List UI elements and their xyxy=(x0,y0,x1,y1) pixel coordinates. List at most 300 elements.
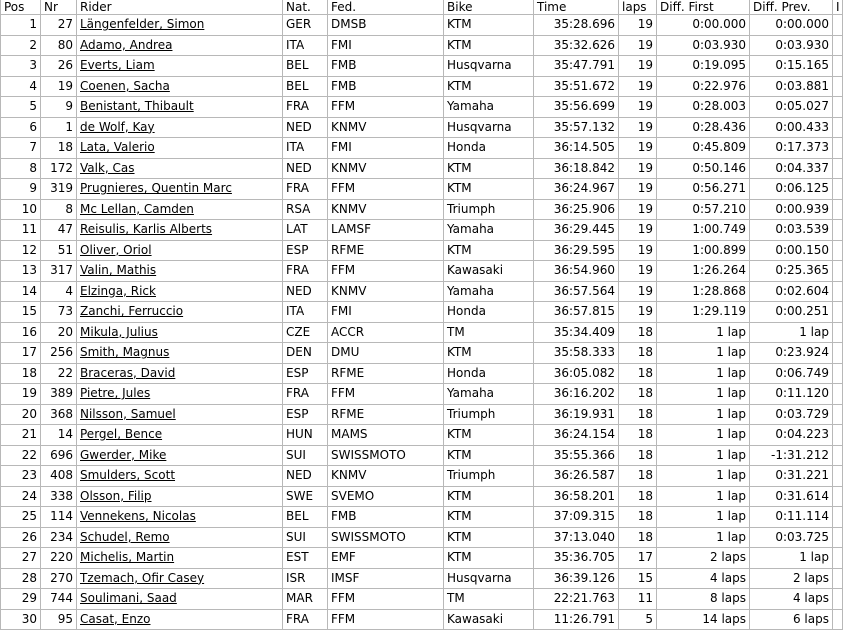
cell-pos: 25 xyxy=(1,507,41,528)
cell-diff-first: 1:00.899 xyxy=(657,240,750,261)
cell-diff-prev: 0:06.749 xyxy=(750,363,833,384)
cell-nr: 19 xyxy=(41,76,77,97)
cell-pos: 20 xyxy=(1,404,41,425)
results-body xyxy=(1,15,843,630)
cell-extra xyxy=(833,220,843,241)
cell-nat: NED xyxy=(283,281,328,302)
cell-fed: DMSB xyxy=(328,15,444,36)
rider-link[interactable]: Zanchi, Ferruccio xyxy=(80,304,184,319)
cell-fed: SWISSMOTO xyxy=(328,445,444,466)
cell-fed: FMI xyxy=(328,302,444,323)
cell-fed: FMI xyxy=(328,35,444,56)
cell-laps: 19 xyxy=(619,179,657,200)
cell-diff-first: 1 lap xyxy=(657,343,750,364)
cell-pos: 21 xyxy=(1,425,41,446)
cell-extra xyxy=(833,425,843,446)
cell-bike: KTM xyxy=(444,76,534,97)
cell-nat: ITA xyxy=(283,35,328,56)
cell-nat: HUN xyxy=(283,425,328,446)
cell-pos: 11 xyxy=(1,220,41,241)
cell-diff-first: 1 lap xyxy=(657,322,750,343)
cell-time: 35:51.672 xyxy=(534,76,619,97)
cell-nr: 172 xyxy=(41,158,77,179)
cell-nr: 256 xyxy=(41,343,77,364)
rider-link[interactable]: Everts, Liam xyxy=(80,58,155,73)
cell-laps: 19 xyxy=(619,158,657,179)
cell-bike: Husqvarna xyxy=(444,117,534,138)
cell-laps: 19 xyxy=(619,302,657,323)
header-time: Time xyxy=(534,0,619,15)
rider-link[interactable]: Soulimani, Saad xyxy=(80,591,177,606)
cell-bike: Yamaha xyxy=(444,97,534,118)
cell-extra xyxy=(833,527,843,548)
cell-bike: TM xyxy=(444,589,534,610)
cell-laps: 18 xyxy=(619,466,657,487)
rider-link[interactable]: Prugnieres, Quentin Marc xyxy=(80,181,232,196)
cell-laps: 18 xyxy=(619,363,657,384)
cell-extra xyxy=(833,445,843,466)
cell-diff-first: 4 laps xyxy=(657,568,750,589)
cell-nat: ESP xyxy=(283,404,328,425)
cell-diff-first: 1:26.264 xyxy=(657,261,750,282)
cell-time: 35:34.409 xyxy=(534,322,619,343)
cell-rider xyxy=(77,158,283,179)
cell-fed: IMSF xyxy=(328,568,444,589)
cell-diff-prev: 0:25.365 xyxy=(750,261,833,282)
cell-time: 36:26.587 xyxy=(534,466,619,487)
cell-laps: 19 xyxy=(619,76,657,97)
cell-bike: Triumph xyxy=(444,466,534,487)
cell-fed: KNMV xyxy=(328,466,444,487)
cell-nat: CZE xyxy=(283,322,328,343)
cell-rider xyxy=(77,56,283,77)
table-row xyxy=(1,363,843,384)
cell-diff-first: 1 lap xyxy=(657,507,750,528)
cell-diff-prev: 0:03.881 xyxy=(750,76,833,97)
cell-pos: 29 xyxy=(1,589,41,610)
cell-laps: 19 xyxy=(619,138,657,159)
cell-bike: Triumph xyxy=(444,199,534,220)
cell-bike: KTM xyxy=(444,507,534,528)
cell-rider xyxy=(77,35,283,56)
rider-link[interactable]: Schudel, Remo xyxy=(80,529,170,544)
table-row xyxy=(1,220,843,241)
cell-time: 36:29.445 xyxy=(534,220,619,241)
cell-fed: FFM xyxy=(328,384,444,405)
header-diff-first: Diff. First xyxy=(657,0,750,15)
cell-time: 36:54.960 xyxy=(534,261,619,282)
cell-nat: SUI xyxy=(283,527,328,548)
cell-bike: Kawasaki xyxy=(444,609,534,630)
cell-nat: BEL xyxy=(283,76,328,97)
table-row xyxy=(1,486,843,507)
table-row xyxy=(1,425,843,446)
cell-nr: 80 xyxy=(41,35,77,56)
cell-bike: Honda xyxy=(444,302,534,323)
cell-fed: RFME xyxy=(328,404,444,425)
cell-pos: 9 xyxy=(1,179,41,200)
cell-rider xyxy=(77,302,283,323)
header-diff-prev: Diff. Prev. xyxy=(750,0,833,15)
header-laps: laps xyxy=(619,0,657,15)
cell-diff-prev: 0:04.337 xyxy=(750,158,833,179)
cell-diff-first: 0:57.210 xyxy=(657,199,750,220)
table-row xyxy=(1,35,843,56)
cell-diff-prev: 0:31.221 xyxy=(750,466,833,487)
cell-extra xyxy=(833,199,843,220)
cell-extra xyxy=(833,466,843,487)
cell-pos: 16 xyxy=(1,322,41,343)
cell-fed: FMB xyxy=(328,507,444,528)
cell-time: 35:32.626 xyxy=(534,35,619,56)
cell-nat: NED xyxy=(283,117,328,138)
cell-laps: 5 xyxy=(619,609,657,630)
cell-rider xyxy=(77,281,283,302)
cell-diff-prev: 0:05.027 xyxy=(750,97,833,118)
table-row xyxy=(1,609,843,630)
cell-diff-first: 0:50.146 xyxy=(657,158,750,179)
cell-diff-first: 1:29.119 xyxy=(657,302,750,323)
cell-nr: 234 xyxy=(41,527,77,548)
cell-rider xyxy=(77,76,283,97)
rider-link[interactable]: Valk, Cas xyxy=(80,160,135,175)
table-row xyxy=(1,15,843,36)
cell-laps: 19 xyxy=(619,199,657,220)
cell-pos: 4 xyxy=(1,76,41,97)
cell-bike: KTM xyxy=(444,158,534,179)
cell-extra xyxy=(833,117,843,138)
cell-laps: 18 xyxy=(619,322,657,343)
cell-diff-prev: 2 laps xyxy=(750,568,833,589)
cell-diff-prev: 0:02.604 xyxy=(750,281,833,302)
header-nat: Nat. xyxy=(283,0,328,15)
cell-diff-first: 0:03.930 xyxy=(657,35,750,56)
rider-link[interactable]: Tzemach, Ofir Casey xyxy=(80,570,205,585)
table-row xyxy=(1,158,843,179)
rider-link[interactable]: Benistant, Thibault xyxy=(80,99,194,114)
cell-extra xyxy=(833,97,843,118)
cell-extra xyxy=(833,404,843,425)
cell-time: 35:28.696 xyxy=(534,15,619,36)
cell-pos: 28 xyxy=(1,568,41,589)
table-row xyxy=(1,138,843,159)
cell-pos: 10 xyxy=(1,199,41,220)
cell-time: 36:14.505 xyxy=(534,138,619,159)
cell-time: 36:39.126 xyxy=(534,568,619,589)
cell-nat: SUI xyxy=(283,445,328,466)
cell-diff-first: 1 lap xyxy=(657,527,750,548)
cell-bike: Honda xyxy=(444,138,534,159)
header-rider: Rider xyxy=(77,0,283,15)
cell-rider xyxy=(77,384,283,405)
cell-bike: TM xyxy=(444,322,534,343)
cell-diff-prev: 6 laps xyxy=(750,609,833,630)
cell-time: 35:55.366 xyxy=(534,445,619,466)
cell-diff-prev: 0:03.725 xyxy=(750,527,833,548)
cell-fed: DMU xyxy=(328,343,444,364)
cell-nr: 47 xyxy=(41,220,77,241)
cell-nr: 18 xyxy=(41,138,77,159)
cell-diff-first: 1 lap xyxy=(657,445,750,466)
cell-laps: 18 xyxy=(619,486,657,507)
cell-pos: 23 xyxy=(1,466,41,487)
cell-fed: RFME xyxy=(328,240,444,261)
cell-rider xyxy=(77,220,283,241)
cell-extra xyxy=(833,261,843,282)
cell-diff-first: 0:56.271 xyxy=(657,179,750,200)
cell-fed: FFM xyxy=(328,179,444,200)
cell-nat: DEN xyxy=(283,343,328,364)
cell-diff-prev: 0:11.114 xyxy=(750,507,833,528)
cell-bike: KTM xyxy=(444,343,534,364)
cell-diff-first: 1 lap xyxy=(657,404,750,425)
cell-diff-prev: -1:31.212 xyxy=(750,445,833,466)
cell-nr: 220 xyxy=(41,548,77,569)
cell-diff-prev: 0:15.165 xyxy=(750,56,833,77)
cell-extra xyxy=(833,363,843,384)
cell-fed: SVEMO xyxy=(328,486,444,507)
cell-nat: FRA xyxy=(283,97,328,118)
cell-nr: 270 xyxy=(41,568,77,589)
cell-nat: FRA xyxy=(283,261,328,282)
table-row xyxy=(1,322,843,343)
rider-link[interactable]: Reisulis, Karlis Alberts xyxy=(80,222,213,237)
cell-time: 37:13.040 xyxy=(534,527,619,548)
cell-nr: 696 xyxy=(41,445,77,466)
table-row xyxy=(1,302,843,323)
rider-link[interactable]: Lata, Valerio xyxy=(80,140,155,155)
cell-laps: 19 xyxy=(619,261,657,282)
table-row xyxy=(1,548,843,569)
cell-rider xyxy=(77,322,283,343)
cell-nr: 368 xyxy=(41,404,77,425)
cell-laps: 18 xyxy=(619,343,657,364)
cell-time: 35:57.132 xyxy=(534,117,619,138)
cell-fed: KNMV xyxy=(328,199,444,220)
cell-diff-prev: 1 lap xyxy=(750,548,833,569)
cell-rider xyxy=(77,609,283,630)
cell-laps: 19 xyxy=(619,240,657,261)
cell-nr: 317 xyxy=(41,261,77,282)
cell-bike: KTM xyxy=(444,425,534,446)
cell-diff-prev: 0:23.924 xyxy=(750,343,833,364)
rider-link[interactable]: Längenfelder, Simon xyxy=(80,17,205,32)
cell-pos: 13 xyxy=(1,261,41,282)
cell-pos: 22 xyxy=(1,445,41,466)
cell-pos: 14 xyxy=(1,281,41,302)
cell-diff-first: 0:19.095 xyxy=(657,56,750,77)
cell-rider xyxy=(77,117,283,138)
cell-fed: KNMV xyxy=(328,281,444,302)
cell-laps: 19 xyxy=(619,15,657,36)
cell-nat: ESP xyxy=(283,240,328,261)
cell-laps: 18 xyxy=(619,384,657,405)
cell-nr: 14 xyxy=(41,425,77,446)
cell-diff-prev: 0:00.000 xyxy=(750,15,833,36)
rider-link[interactable]: Michelis, Martin xyxy=(80,550,175,565)
cell-laps: 19 xyxy=(619,35,657,56)
cell-pos: 27 xyxy=(1,548,41,569)
rider-link[interactable]: Olsson, Filip xyxy=(80,488,152,503)
rider-link[interactable]: de Wolf, Kay xyxy=(80,119,155,134)
cell-bike: Yamaha xyxy=(444,281,534,302)
cell-pos: 6 xyxy=(1,117,41,138)
cell-diff-first: 1 lap xyxy=(657,466,750,487)
cell-time: 36:16.202 xyxy=(534,384,619,405)
cell-bike: Husqvarna xyxy=(444,568,534,589)
cell-nat: EST xyxy=(283,548,328,569)
cell-fed: FFM xyxy=(328,589,444,610)
cell-diff-first: 1 lap xyxy=(657,486,750,507)
cell-rider xyxy=(77,425,283,446)
cell-diff-prev: 0:11.120 xyxy=(750,384,833,405)
table-row xyxy=(1,568,843,589)
cell-fed: SWISSMOTO xyxy=(328,527,444,548)
table-row xyxy=(1,76,843,97)
cell-nat: MAR xyxy=(283,589,328,610)
cell-nr: 26 xyxy=(41,56,77,77)
cell-fed: FMB xyxy=(328,76,444,97)
rider-link[interactable]: Casat, Enzo xyxy=(80,611,151,626)
cell-fed: FMB xyxy=(328,56,444,77)
cell-fed: FFM xyxy=(328,609,444,630)
cell-bike: Yamaha xyxy=(444,384,534,405)
table-row xyxy=(1,240,843,261)
cell-pos: 30 xyxy=(1,609,41,630)
cell-rider xyxy=(77,343,283,364)
table-row xyxy=(1,199,843,220)
cell-nr: 319 xyxy=(41,179,77,200)
cell-rider xyxy=(77,179,283,200)
cell-bike: KTM xyxy=(444,486,534,507)
cell-laps: 19 xyxy=(619,56,657,77)
cell-pos: 2 xyxy=(1,35,41,56)
cell-diff-first: 1:00.749 xyxy=(657,220,750,241)
cell-bike: Honda xyxy=(444,363,534,384)
table-row xyxy=(1,527,843,548)
cell-diff-prev: 0:03.539 xyxy=(750,220,833,241)
cell-rider xyxy=(77,486,283,507)
cell-nr: 20 xyxy=(41,322,77,343)
cell-extra xyxy=(833,507,843,528)
cell-nat: ITA xyxy=(283,302,328,323)
cell-rider xyxy=(77,445,283,466)
cell-nr: 4 xyxy=(41,281,77,302)
table-row xyxy=(1,117,843,138)
cell-extra xyxy=(833,281,843,302)
cell-diff-prev: 0:17.373 xyxy=(750,138,833,159)
rider-link[interactable]: Mc Lellan, Camden xyxy=(80,201,194,216)
cell-fed: EMF xyxy=(328,548,444,569)
cell-extra xyxy=(833,35,843,56)
cell-diff-first: 2 laps xyxy=(657,548,750,569)
cell-nr: 744 xyxy=(41,589,77,610)
header-extra: I xyxy=(833,0,843,15)
cell-rider xyxy=(77,568,283,589)
cell-bike: Kawasaki xyxy=(444,261,534,282)
rider-link[interactable]: Gwerder, Mike xyxy=(80,447,167,462)
table-row xyxy=(1,507,843,528)
cell-nr: 114 xyxy=(41,507,77,528)
cell-nat: FRA xyxy=(283,384,328,405)
table-row xyxy=(1,445,843,466)
cell-pos: 1 xyxy=(1,15,41,36)
cell-nr: 95 xyxy=(41,609,77,630)
cell-rider xyxy=(77,507,283,528)
cell-laps: 18 xyxy=(619,527,657,548)
cell-diff-first: 8 laps xyxy=(657,589,750,610)
cell-nr: 408 xyxy=(41,466,77,487)
cell-bike: KTM xyxy=(444,445,534,466)
rider-link[interactable]: Coenen, Sacha xyxy=(80,78,170,93)
table-row xyxy=(1,466,843,487)
cell-fed: LAMSF xyxy=(328,220,444,241)
cell-diff-prev: 0:00.150 xyxy=(750,240,833,261)
cell-fed: RFME xyxy=(328,363,444,384)
cell-extra xyxy=(833,240,843,261)
table-row xyxy=(1,281,843,302)
rider-link[interactable]: Braceras, David xyxy=(80,365,176,380)
cell-fed: FFM xyxy=(328,97,444,118)
cell-pos: 17 xyxy=(1,343,41,364)
cell-fed: FFM xyxy=(328,261,444,282)
cell-nr: 51 xyxy=(41,240,77,261)
table-row xyxy=(1,179,843,200)
cell-extra xyxy=(833,589,843,610)
cell-rider xyxy=(77,15,283,36)
cell-time: 35:36.705 xyxy=(534,548,619,569)
rider-link[interactable]: Vennekens, Nicolas xyxy=(80,509,196,524)
rider-link[interactable]: Elzinga, Rick xyxy=(80,283,156,298)
cell-fed: KNMV xyxy=(328,117,444,138)
cell-diff-first: 1 lap xyxy=(657,363,750,384)
cell-extra xyxy=(833,76,843,97)
cell-diff-prev: 0:03.930 xyxy=(750,35,833,56)
cell-time: 22:21.763 xyxy=(534,589,619,610)
table-row xyxy=(1,56,843,77)
header-nr: Nr xyxy=(41,0,77,15)
cell-nat: ITA xyxy=(283,138,328,159)
rider-link[interactable]: Mikula, Julius xyxy=(80,324,158,339)
rider-link[interactable]: Smith, Magnus xyxy=(80,345,170,360)
rider-link[interactable]: Pergel, Bence xyxy=(80,427,163,442)
cell-rider xyxy=(77,138,283,159)
cell-nat: NED xyxy=(283,466,328,487)
cell-laps: 19 xyxy=(619,220,657,241)
cell-time: 36:57.564 xyxy=(534,281,619,302)
rider-link[interactable]: Adamo, Andrea xyxy=(80,37,173,52)
cell-nr: 338 xyxy=(41,486,77,507)
cell-laps: 18 xyxy=(619,404,657,425)
table-row xyxy=(1,589,843,610)
cell-extra xyxy=(833,179,843,200)
cell-pos: 7 xyxy=(1,138,41,159)
cell-rider xyxy=(77,404,283,425)
cell-pos: 5 xyxy=(1,97,41,118)
rider-link[interactable]: Smulders, Scott xyxy=(80,468,176,483)
rider-link[interactable]: Valin, Mathis xyxy=(80,263,157,278)
cell-nat: GER xyxy=(283,15,328,36)
cell-nat: BEL xyxy=(283,56,328,77)
cell-fed: ACCR xyxy=(328,322,444,343)
cell-extra xyxy=(833,548,843,569)
cell-laps: 15 xyxy=(619,568,657,589)
cell-rider xyxy=(77,199,283,220)
cell-bike: Husqvarna xyxy=(444,56,534,77)
rider-link[interactable]: Pietre, Jules xyxy=(80,386,151,401)
rider-link[interactable]: Nilsson, Samuel xyxy=(80,406,176,421)
rider-link[interactable]: Oliver, Oriol xyxy=(80,242,152,257)
